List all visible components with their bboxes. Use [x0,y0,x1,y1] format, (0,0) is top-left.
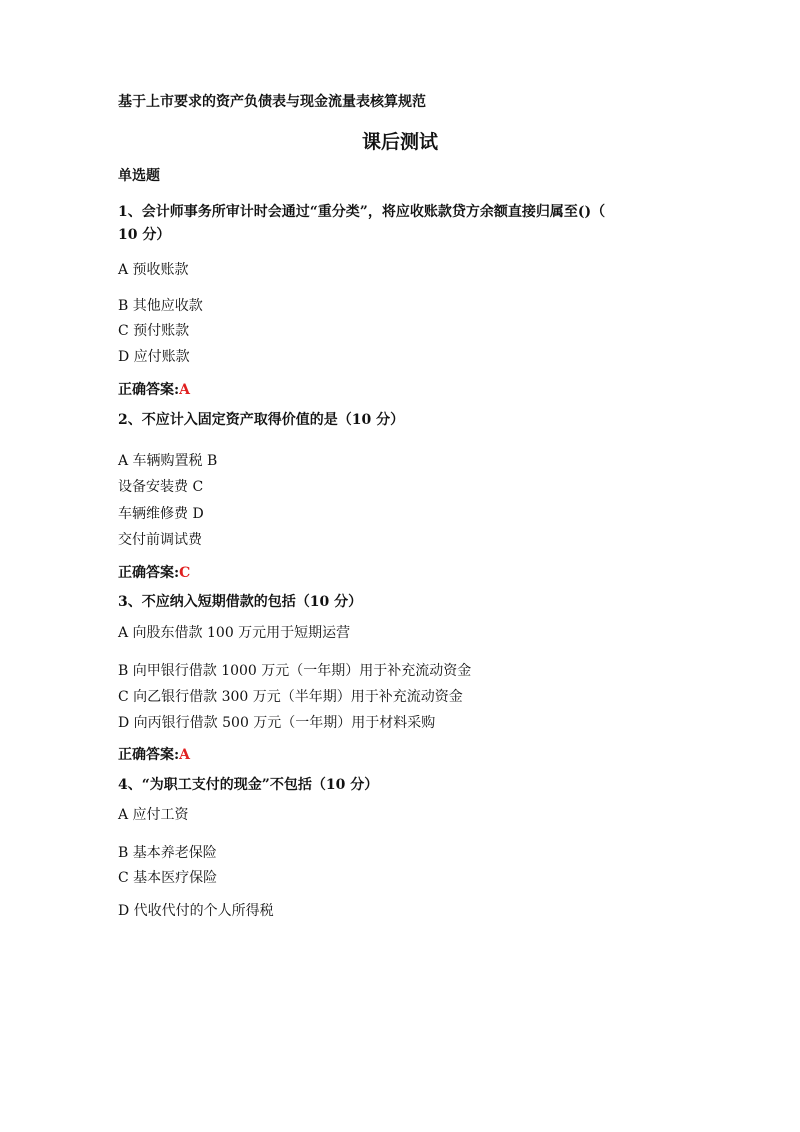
answer-label: 正确答案: [118,565,180,581]
question-4-option-b: B 基本养老保险 [118,845,217,861]
document-header: 基于上市要求的资产负债表与现金流量表核算规范 [118,94,426,110]
question-1-answer [118,381,190,399]
question-3-option-c: C 向乙银行借款 300 万元（半年期）用于补充流动资金 [118,689,463,705]
question-3-option-a: A 向股东借款 100 万元用于短期运营 [118,625,351,641]
question-4-option-c: C 基本医疗保险 [118,870,218,886]
page-title: 课后测试 [361,131,438,153]
question-3-answer [118,746,190,764]
answer-label: 正确答案: [118,747,180,763]
question-1-option-b: B 其他应收款 [118,298,203,314]
answer-label: 正确答案: [118,382,180,398]
question-2-stem: 2、不应计入固定资产取得价值的是（10 分） [118,412,405,428]
question-4-stem: 4、“为职工支付的现金”不包括（10 分） [118,777,379,793]
question-1-stem-line2: 10 分） [118,227,171,243]
question-1-option-d: D 应付账款 [118,349,190,365]
question-3-option-b: B 向甲银行借款 1000 万元（一年期）用于补充流动资金 [118,663,472,679]
question-1-option-c: C 预付账款 [118,323,190,339]
question-4-option-a: A 应付工资 [118,807,189,823]
answer-value: A [179,747,191,763]
answer-value: C [179,565,191,581]
question-4-option-d: D 代收代付的个人所得税 [118,903,274,919]
question-1-option-a: A 预收账款 [118,262,189,278]
question-3-stem: 3、不应纳入短期借款的包括（10 分） [118,594,363,610]
question-2-options-line3: 车辆维修费 D [118,506,204,522]
question-2-options-line2: 设备安装费 C [118,479,204,495]
answer-value: A [179,382,191,398]
question-3-option-d: D 向丙银行借款 500 万元（一年期）用于材料采购 [118,715,436,731]
question-2-options-line4: 交付前调试费 [118,532,202,548]
question-1-stem-line1: 1、会计师事务所审计时会通过“重分类”，将应收账款贷方余额直接归属至()（ [118,204,606,220]
question-2-answer [118,564,190,582]
question-2-options-line1: A 车辆购置税 B [118,453,218,469]
section-heading: 单选题 [118,168,160,184]
